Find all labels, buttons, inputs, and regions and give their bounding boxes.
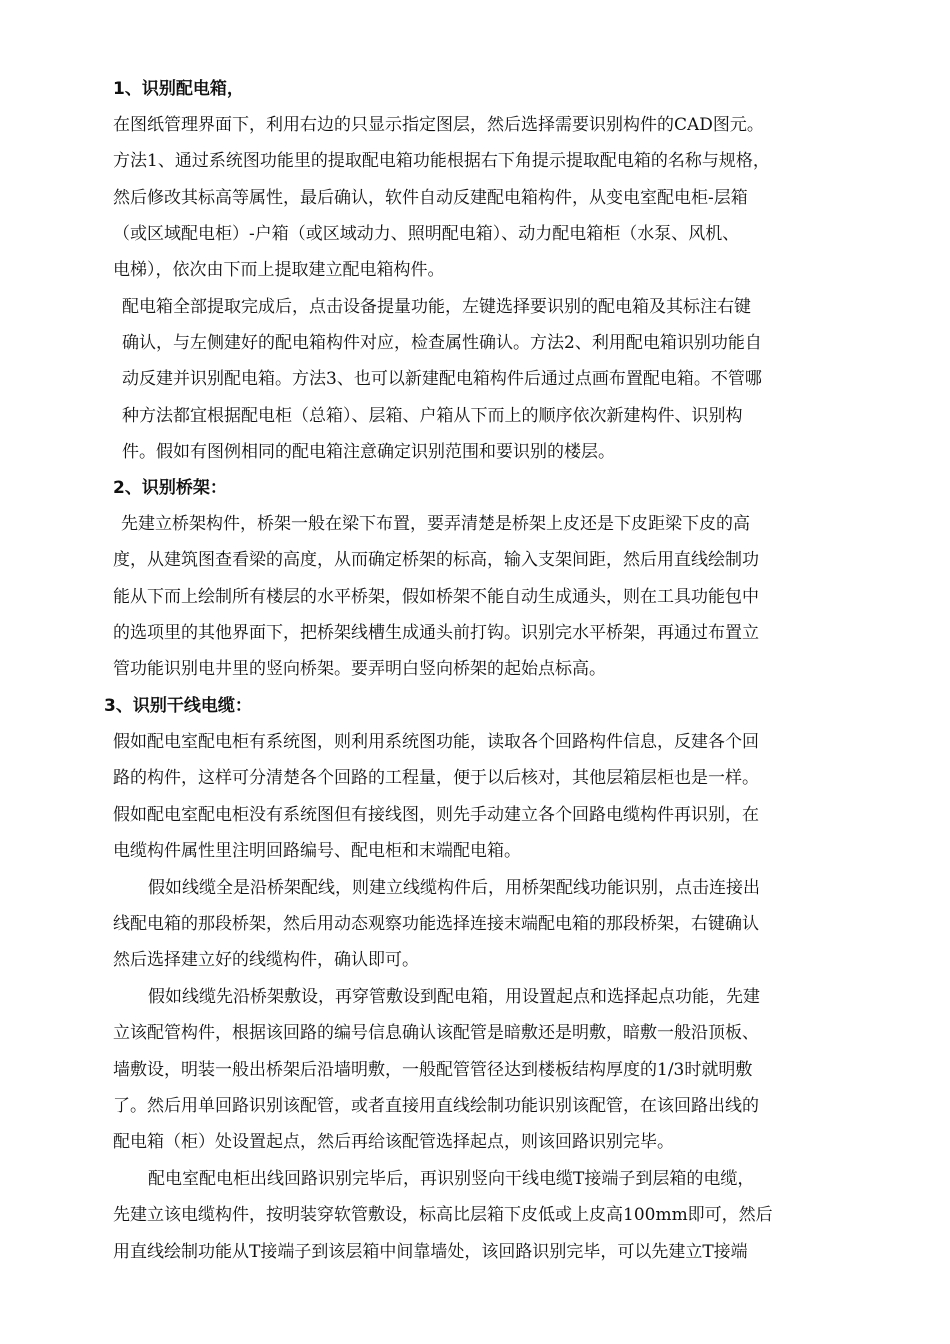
paragraph-line: 先建立桥架构件，桥架一般在梁下布置，要弄清楚是桥架上皮还是下皮距梁下皮的高 [121,514,750,534]
paragraph-line: 路的构件，这样可分清楚各个回路的工程量，便于以后核对，其他层箱层柜也是一样。 [113,768,759,788]
paragraph-line: 电缆构件属性里注明回路编号、配电柜和末端配电箱。 [113,841,521,861]
paragraph-line: 配电室配电柜出线回路识别完毕后，再识别竖向干线电缆T接端子到层箱的电缆， [148,1169,755,1189]
paragraph-line: 电梯），依次由下而上提取建立配电箱构件。 [113,260,445,280]
paragraph-line: 配电箱全部提取完成后，点击设备提量功能，左键选择要识别的配电箱及其标注右键 [122,297,751,317]
paragraph-line: 墙敷设，明装一般出桥架后沿墙明敷，一般配管管径达到楼板结构厚度的1/3时就明敷 [113,1060,753,1080]
section-heading-trunk-cable: 3、识别干线电缆： [104,696,252,716]
paragraph-line: 假如配电室配电柜没有系统图但有接线图，则先手动建立各个回路电缆构件再识别，在 [113,805,759,825]
paragraph-line: 动反建并识别配电箱。方法3、也可以新建配电箱构件后通过点画布置配电箱。不管哪 [122,369,762,389]
paragraph-line: 了。然后用单回路识别该配管，或者直接用直线绘制功能识别该配管，在该回路出线的 [113,1096,759,1116]
paragraph-line: 然后修改其标高等属性，最后确认，软件自动反建配电箱构件，从变电室配电柜-层箱 [113,188,748,208]
paragraph-line: 线配电箱的那段桥架，然后用动态观察功能选择连接末端配电箱的那段桥架，右键确认 [113,914,759,934]
paragraph-line: 方法1、通过系统图功能里的提取配电箱功能根据右下角提示提取配电箱的名称与规格， [113,151,770,171]
section-heading-cable-tray: 2、识别桥架： [113,478,227,498]
paragraph-line: 种方法都宜根据配电柜（总箱）、层箱、户箱从下而上的顺序依次新建构件、识别构 [122,406,743,426]
paragraph-line: 配电箱（柜）处设置起点，然后再给该配管选择起点，则该回路识别完毕。 [113,1132,674,1152]
paragraph-line: （或区域配电柜）-户箱（或区域动力、照明配电箱）、动力配电箱柜（水泵、风机、 [113,224,740,244]
paragraph-line: 假如配电室配电柜有系统图，则利用系统图功能，读取各个回路构件信息，反建各个回 [113,732,759,752]
section-heading-distribution-box: 1、识别配电箱， [113,79,244,99]
paragraph-line: 确认，与左侧建好的配电箱构件对应，检查属性确认。方法2、利用配电箱识别功能自 [122,333,762,353]
paragraph-line: 假如线缆全是沿桥架配线，则建立线缆构件后，用桥架配线功能识别，点击连接出 [148,878,760,898]
paragraph-line: 能从下而上绘制所有楼层的水平桥架，假如桥架不能自动生成通头，则在工具功能包中 [113,587,759,607]
paragraph-line: 假如线缆先沿桥架敷设，再穿管敷设到配电箱，用设置起点和选择起点功能，先建 [148,987,760,1007]
paragraph-line: 立该配管构件，根据该回路的编号信息确认该配管是暗敷还是明敷，暗敷一般沿顶板、 [113,1023,759,1043]
paragraph-line: 用直线绘制功能从T接端子到该层箱中间靠墙处，该回路识别完毕，可以先建立T接端 [113,1242,748,1262]
paragraph-line: 件。假如有图例相同的配电箱注意确定识别范围和要识别的楼层。 [122,442,615,462]
paragraph-line: 度，从建筑图查看梁的高度，从而确定桥架的标高，输入支架间距，然后用直线绘制功 [113,550,759,570]
paragraph-line: 先建立该电缆构件，按明装穿软管敷设，标高比层箱下皮低或上皮高100mm即可，然后 [113,1205,773,1225]
paragraph-line: 的选项里的其他界面下，把桥架线槽生成通头前打钩。识别完水平桥架，再通过布置立 [113,623,759,643]
paragraph-line: 在图纸管理界面下，利用右边的只显示指定图层，然后选择需要识别构件的CAD图元。 [113,115,764,135]
paragraph-line: 管功能识别电井里的竖向桥架。要弄明白竖向桥架的起始点标高。 [113,659,606,679]
paragraph-line: 然后选择建立好的线缆构件，确认即可。 [113,950,419,970]
